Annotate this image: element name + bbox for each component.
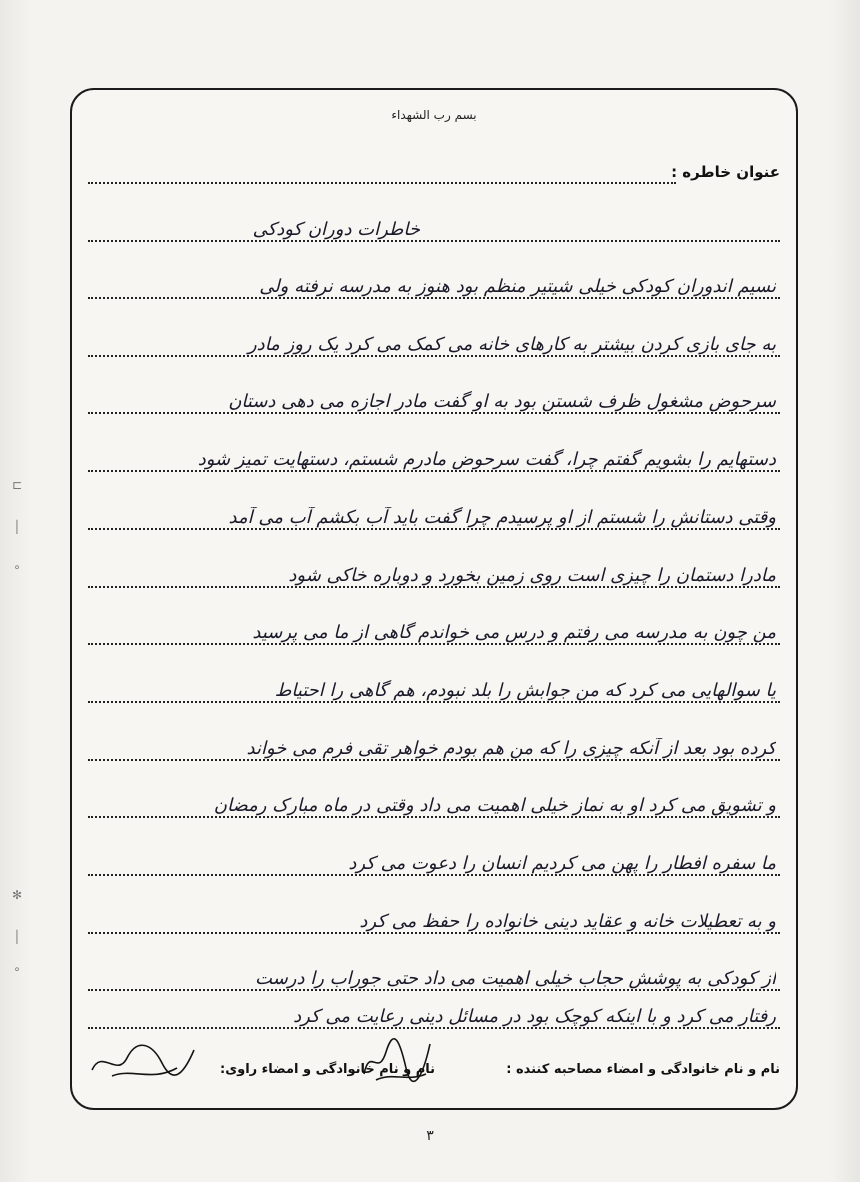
handwritten-line: از کودکی به پوشش حجاب خیلی اهمیت می داد حتی جوراب را درست — [255, 968, 776, 989]
binding-mark: │ — [13, 930, 21, 944]
handwritten-line: من چون به مدرسه می رفتم و درس می خواندم گاهی از ما می پرسید — [252, 622, 776, 643]
form-frame — [70, 88, 798, 1110]
line-row — [88, 544, 780, 588]
handwritten-line: سرحوض مشغول ظرف شستن بود به او گفت مادر اجازه می دهی دستان — [228, 391, 776, 412]
handwritten-line: ما سفره افطار را پهن می کردیم انسان را دعوت می کرد — [348, 853, 776, 874]
line-row — [88, 255, 780, 299]
line-row — [88, 428, 780, 472]
dotted-line — [88, 355, 780, 357]
handwritten-line: و تشویق می کرد او به نماز خیلی اهمیت می داد وقتی در ماه مبارک رمضان — [213, 795, 776, 816]
dotted-line — [88, 816, 780, 818]
line-row — [88, 985, 780, 1029]
page-number: ۳ — [426, 1128, 434, 1144]
memory-title-label: عنوان خاطره : — [671, 163, 780, 181]
interviewer-signature — [356, 1034, 436, 1086]
binding-mark: ∘ — [13, 962, 21, 976]
line-row — [88, 890, 780, 934]
dotted-line — [88, 470, 780, 472]
binding-mark: ∘ — [13, 560, 21, 574]
basmala-header: بسم رب الشهداء — [391, 108, 477, 122]
memory-title-text: خاطرات دوران کودکی — [252, 219, 420, 240]
handwritten-line: یا سوالهایی می کرد که من جوابش را بلد نبودم، هم گاهی را احتیاط — [274, 680, 776, 701]
narrator-signature — [82, 1038, 202, 1088]
line-row — [88, 659, 780, 703]
handwritten-line: و به تعطیلات خانه و عقاید دینی خانواده را حفظ می کرد — [359, 911, 776, 932]
line-row — [88, 486, 780, 530]
dotted-line — [88, 874, 780, 876]
dotted-line — [88, 643, 780, 645]
dotted-line — [88, 586, 780, 588]
binding-mark: ⊏ — [11, 478, 23, 492]
narrator-signature-label: نام و نام خانوادگی و امضاء راوی: — [220, 1062, 435, 1077]
dotted-line — [88, 528, 780, 530]
dotted-line — [88, 759, 780, 761]
line-row — [88, 370, 780, 414]
dotted-line — [88, 932, 780, 934]
handwritten-line: وقتی دستانش را شستم از او پرسیدم چرا گفت باید آب بکشم آب می آمد — [228, 507, 776, 528]
line-row — [88, 774, 780, 818]
handwritten-line: نسیم اندوران کودکی خیلی شیتیر منظم بود هنوز به مدرسه نرفته ولی — [259, 276, 776, 297]
dotted-line — [88, 1027, 780, 1029]
line-row — [88, 832, 780, 876]
memory-title-row — [88, 198, 780, 242]
handwritten-line: به جای بازی کردن بیشتر به کارهای خانه می کمک می کرد یک روز مادر — [247, 334, 776, 355]
signature-footer — [88, 1054, 780, 1094]
dotted-line — [88, 240, 780, 242]
line-row — [88, 601, 780, 645]
handwritten-line: کرده بود بعد از آنکه چیزی را که من هم بودم خواهر تقی فرم می خواند — [246, 738, 776, 759]
line-row — [88, 313, 780, 357]
handwritten-line: دستهایم را بشویم گفتم چرا، گفت سرحوض مادرم شستم، دستهایت تمیز شود — [197, 449, 776, 470]
dotted-line — [88, 297, 780, 299]
dotted-line — [88, 412, 780, 414]
interviewer-signature-label: نام و نام خانوادگی و امضاء مصاحبه کننده : — [506, 1062, 780, 1077]
handwritten-line: رفتار می کرد و با اینکه کوچک بود در مسائل دینی رعایت می کرد — [293, 1006, 776, 1027]
title-dotted-line — [88, 182, 676, 184]
line-row — [88, 717, 780, 761]
handwritten-line: مادرا دستمان را چیزی است روی زمین بخورد و دوباره خاکی شود — [288, 565, 776, 586]
dotted-line — [88, 701, 780, 703]
binding-mark: │ — [13, 520, 21, 534]
binding-mark: ✻ — [11, 888, 23, 902]
